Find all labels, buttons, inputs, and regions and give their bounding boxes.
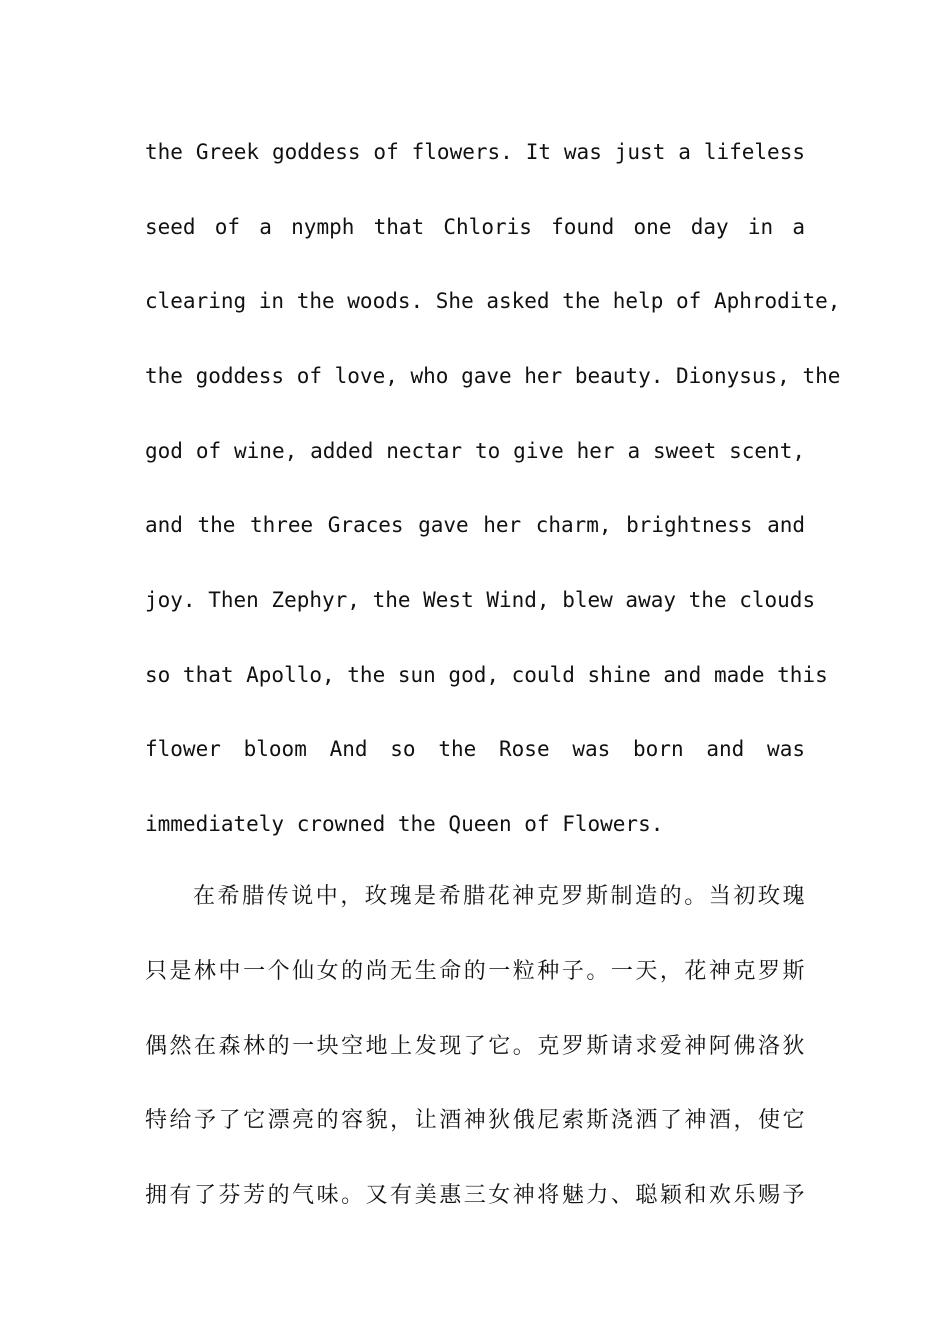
english-text-line: so that Apollo, the sun god, could shine and made this bbox=[145, 663, 828, 687]
english-text-line: immediately crowned the Queen of Flowers. bbox=[145, 812, 664, 836]
english-text-line: god of wine, added nectar to give her a sweet scent, bbox=[145, 439, 805, 463]
chinese-text-line: 拥有了芬芳的气味。又有美惠三女神将魅力、聪颖和欢乐赐予 bbox=[145, 1183, 805, 1208]
chinese-text-line: 只是林中一个仙女的尚无生命的一粒种子。一天，花神克罗斯 bbox=[145, 959, 805, 984]
english-text-line: flower bloom And so the Rose was born and was bbox=[145, 737, 805, 761]
english-text-line: and the three Graces gave her charm, brightness and bbox=[145, 513, 805, 537]
english-text-line: joy. Then Zephyr, the West Wind, blew away the clouds bbox=[145, 588, 816, 612]
english-text-line: seed of a nymph that Chloris found one day in a bbox=[145, 215, 805, 239]
english-text-line: the Greek goddess of flowers. It was just a lifeless bbox=[145, 140, 805, 164]
chinese-text-line: 在希腊传说中，玫瑰是希腊花神克罗斯制造的。当初玫瑰 bbox=[193, 884, 805, 909]
chinese-text-line: 偶然在森林的一块空地上发现了它。克罗斯请求爱神阿佛洛狄 bbox=[145, 1034, 805, 1059]
english-text-line: clearing in the woods. She asked the help of Aphrodite, bbox=[145, 289, 841, 313]
chinese-text-line: 特给予了它漂亮的容貌，让酒神狄俄尼索斯浇洒了神酒，使它 bbox=[145, 1108, 805, 1133]
english-text-line: the goddess of love, who gave her beauty. Dionysus, the bbox=[145, 364, 841, 388]
